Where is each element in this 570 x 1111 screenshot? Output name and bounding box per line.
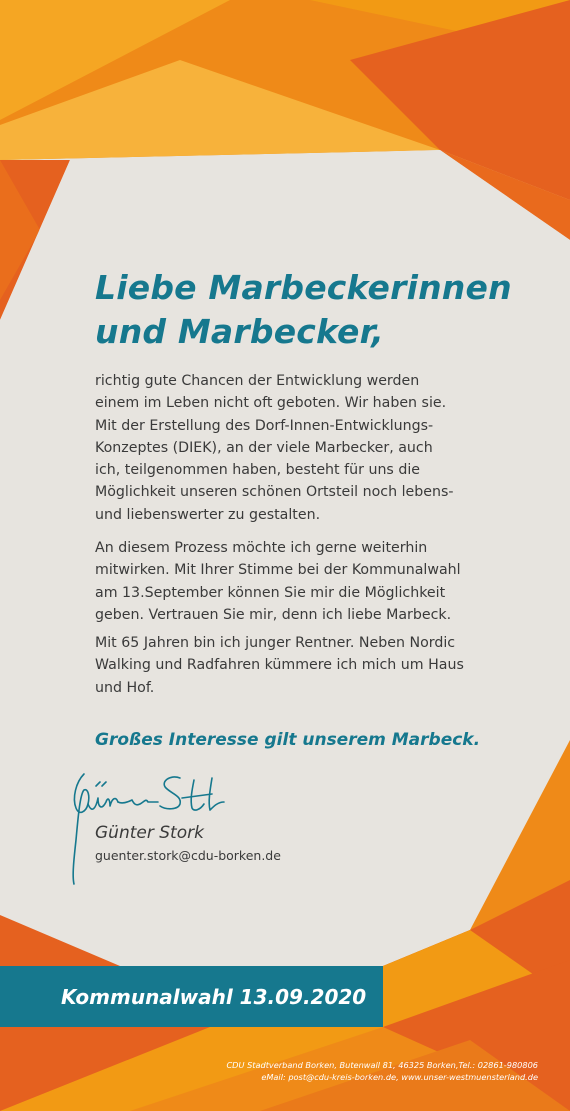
paragraph-line: ich, teilgenommen haben, besteht für uns die — [95, 462, 421, 479]
footer-contact — [226, 1059, 538, 1083]
election-banner — [0, 966, 383, 1027]
heading-line: und Marbecker, — [95, 312, 384, 351]
paragraph-line: und Hof. — [95, 679, 155, 696]
paragraph-line: Mit 65 Jahren bin ich junger Rentner. Neben Nordic — [95, 635, 456, 651]
paragraph-line: An diesem Prozess möchte ich gerne weiterhin — [95, 540, 428, 556]
letter-heading — [95, 266, 535, 354]
paragraph-line: am 13.September können Sie mir die Möglichkeit — [95, 584, 446, 601]
heading-line: Liebe Marbeckerinnen — [95, 268, 512, 307]
paragraph-line: Konzeptes (DIEK), an der viele Marbecker, auch — [95, 439, 433, 456]
paragraph-line: geben. Vertrauen Sie mir, denn ich liebe Marbeck. — [95, 606, 452, 623]
footer-address: CDU Stadtverband Borken, Butenwall 81, 46325 Borken,Tel.: 02861-980806 — [226, 1060, 538, 1070]
paragraph-line: mitwirken. Mit Ihrer Stimme bei der Kommunalwahl — [95, 562, 461, 579]
election-banner-text: Kommunalwahl 13.09.2020 — [61, 984, 367, 1009]
signatory-email: guenter.stork@cdu-borken.de — [95, 848, 281, 863]
footer-web: eMail: post@cdu-kreis-borken.de, www.unser-westmuensterland.de — [261, 1072, 538, 1082]
paragraph-line: und liebenswerter zu gestalten. — [95, 506, 321, 523]
paragraph-line: Mit der Erstellung des Dorf-Innen-Entwicklungs- — [95, 417, 434, 434]
paragraph-line: richtig gute Chancen der Entwicklung werden — [95, 373, 420, 389]
signatory-name: Günter Stork — [95, 823, 204, 843]
paragraph — [95, 537, 515, 626]
paragraph — [95, 370, 515, 526]
paragraph-line: einem im Leben nicht oft geboten. Wir haben sie. — [95, 395, 447, 412]
tagline: Großes Interesse gilt unserem Marbeck. — [95, 730, 481, 750]
paragraph-line: Walking und Radfahren kümmere ich mich um Haus — [95, 657, 464, 674]
paragraph — [95, 632, 515, 699]
paragraph-line: Möglichkeit unseren schönen Ortsteil noch lebens- — [95, 484, 454, 501]
